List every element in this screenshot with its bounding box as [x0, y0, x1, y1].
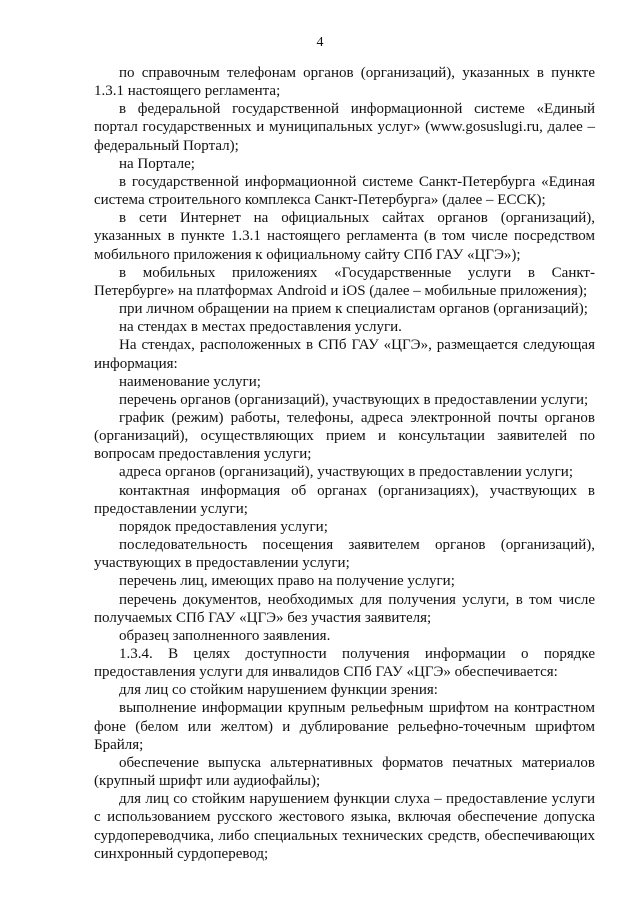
paragraph: перечень документов, необходимых для получения услуги, в том числе получаемых СПб ГАУ «ЦГЭ» без участия заявителя;	[94, 591, 595, 626]
paragraph: перечень лиц, имеющих право на получение услуги;	[119, 573, 455, 590]
paragraph: при личном обращении на прием к специалистам органов (организаций);	[119, 301, 588, 318]
document-body	[94, 64, 595, 863]
paragraph: в мобильных приложениях «Государственные услуги в Санкт-Петербурге» на платформах Android и iOS (далее – мобильные приложения);	[94, 264, 595, 299]
paragraph: в государственной информационной системе Санкт-Петербурга «Единая система строительного комплекса Санкт-Петербурга» (далее – ЕССК);	[94, 173, 595, 209]
paragraph: наименование услуги;	[119, 373, 261, 390]
paragraph: перечень органов (организаций), участвующих в предоставлении услуги;	[119, 391, 589, 408]
paragraph: контактная информация об органах (организациях), участвующих в предоставлении услуги;	[94, 482, 595, 517]
paragraph: на Портале;	[119, 155, 195, 172]
page-number: 4	[316, 35, 324, 50]
paragraph: выполнение информации крупным рельефным шрифтом на контрастном фоне (белом или желтом) и дублирование рельефно-точечным шрифтом Брайля;	[94, 700, 595, 753]
paragraph: порядок предоставления услуги;	[119, 518, 328, 535]
paragraph: график (режим) работы, телефоны, адреса электронной почты органов (организаций), осуществляющих прием и консультации заявителей по вопросам предоставления услуги;	[94, 409, 595, 463]
paragraph: в сети Интернет на официальных сайтах органов (организаций), указанных в пункте 1.3.1 настоящего регламента (в том числе посредством мобильного приложения к официальному сайту СПб ГАУ «ЦГЭ»);	[94, 210, 595, 263]
paragraph: для лиц со стойким нарушением функции зрения:	[119, 682, 438, 699]
paragraph: на стендах в местах предоставления услуги.	[119, 319, 402, 336]
paragraph: последовательность посещения заявителем органов (организаций), участвующих в предоставлении услуги;	[94, 537, 595, 572]
paragraph: в федеральной государственной информационной системе «Единый портал государственных и муниципальных услуг» (www.gosuslugi.ru, далее – федеральный Портал);	[94, 101, 595, 154]
paragraph: образец заполненного заявления.	[119, 627, 331, 644]
paragraph: 1.3.4. В целях доступности получения информации о порядке предоставления услуги для инвалидов СПб ГАУ «ЦГЭ» обеспечивается:	[94, 646, 595, 681]
paragraph: На стендах, расположенных в СПб ГАУ «ЦГЭ», размещается следующая информация:	[94, 337, 595, 372]
paragraph: обеспечение выпуска альтернативных форматов печатных материалов (крупный шрифт или аудиофайлы);	[94, 754, 595, 790]
paragraph: для лиц со стойким нарушением функции слуха – предоставление услуги с использованием русского жестового языка, включая обеспечение допуска сурдопереводчика, либо специальных технических средств, обеспечивающих синхронный сурдоперевод;	[94, 791, 595, 862]
paragraph: по справочным телефонам органов (организаций), указанных в пункте 1.3.1 настоящего регламента;	[94, 65, 595, 100]
paragraph: адреса органов (организаций), участвующих в предоставлении услуги;	[119, 464, 574, 481]
